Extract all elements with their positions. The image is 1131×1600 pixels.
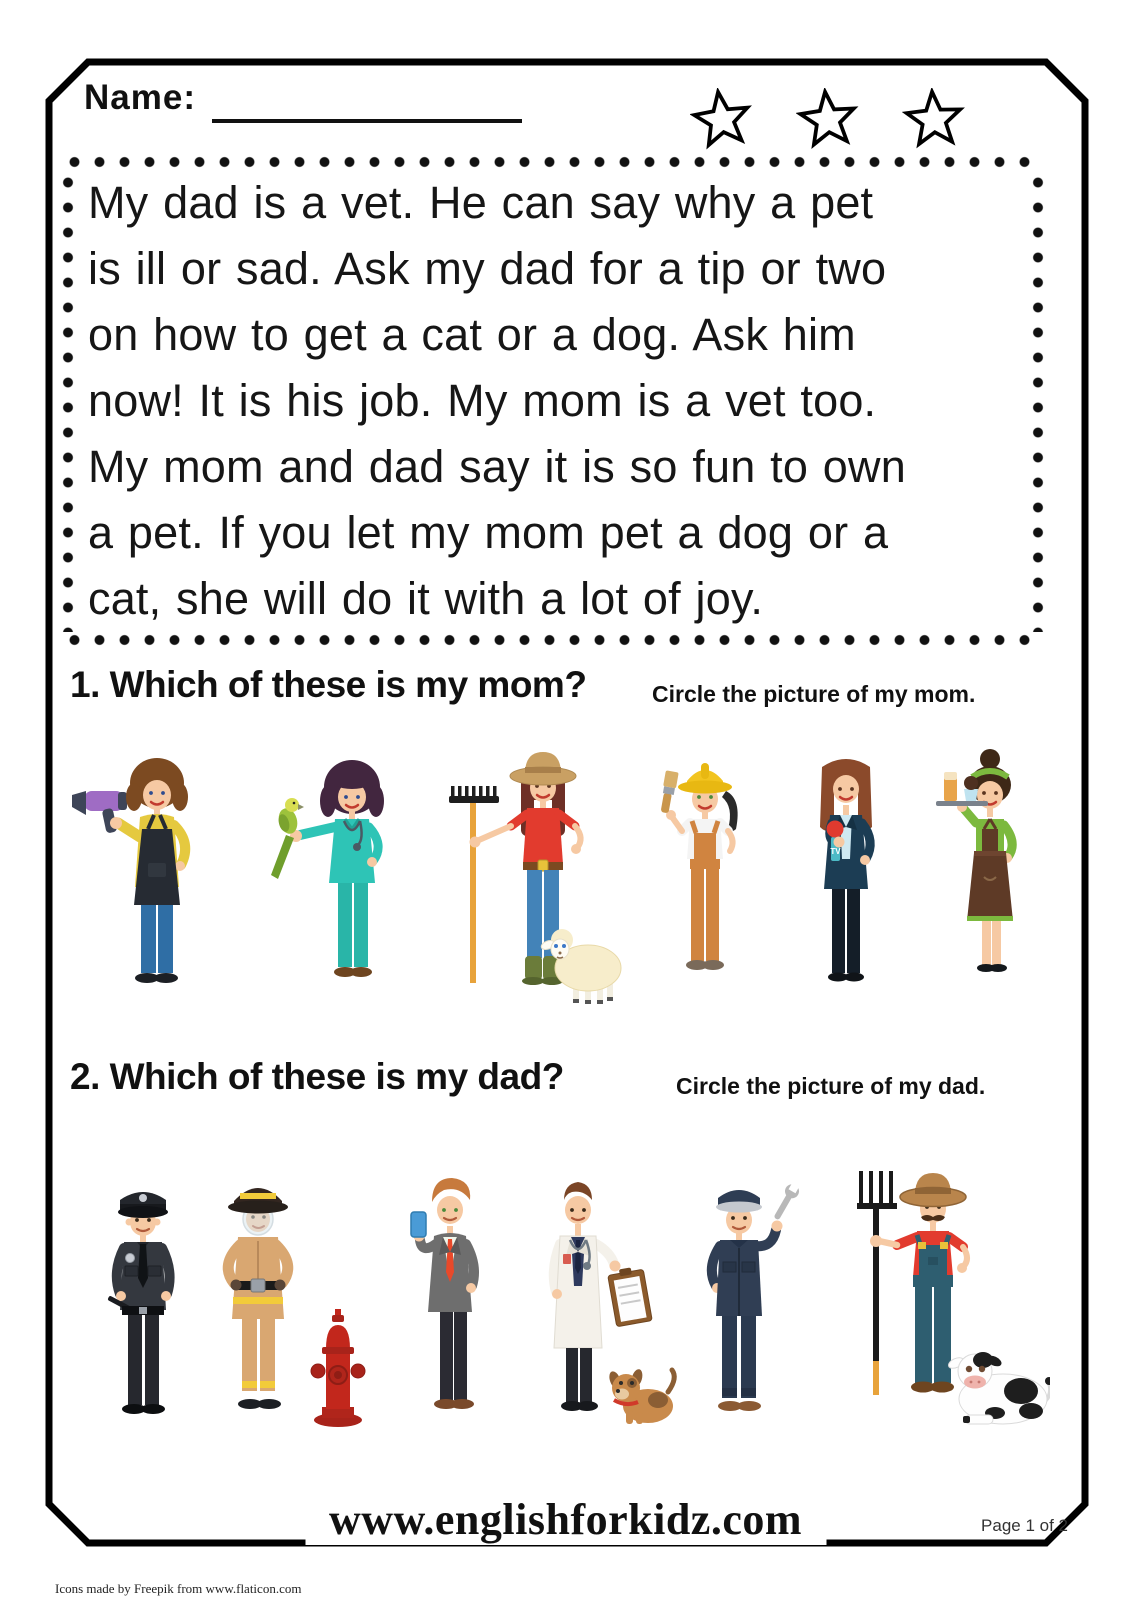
name-blank-line[interactable] — [212, 119, 522, 123]
website-label: www.englishforkidz.com — [305, 1494, 826, 1545]
page-indicator: Page 1 of 2 — [981, 1516, 1068, 1535]
passage-line: My mom and dad say it is so fun to own — [88, 441, 906, 492]
option-farmer-man[interactable] — [825, 1155, 1050, 1440]
farmer-man-with-cow-icon — [825, 1155, 1050, 1440]
star-icon — [690, 88, 754, 152]
option-tv-reporter-woman[interactable] — [778, 737, 913, 1010]
doctor-with-dog-icon — [508, 1160, 683, 1440]
question-1-instruction: Circle the picture of my mom. — [652, 681, 976, 707]
passage-line: now! It is his job. My mom is a vet too. — [88, 375, 877, 426]
passage-box-border-bottom — [62, 634, 1044, 646]
passage-line: is ill or sad. Ask my dad for a tip or two — [88, 243, 887, 294]
option-construction-worker-woman[interactable] — [630, 737, 780, 1010]
mechanic-with-wrench-icon — [664, 1160, 814, 1440]
option-mechanic[interactable] — [664, 1160, 814, 1440]
option-firefighter[interactable] — [188, 1157, 373, 1437]
reading-passage — [88, 170, 1033, 632]
passage-box-border-top — [62, 156, 1044, 168]
question-1-title: 1. Which of these is my mom? — [70, 664, 587, 705]
businessman-with-phone-icon — [382, 1160, 517, 1440]
passage-box-border-left — [62, 170, 74, 632]
tv-mic-label: TV — [830, 847, 841, 856]
attribution-credit: Icons made by Freepik from www.flaticon.com — [55, 1581, 302, 1596]
option-doctor[interactable] — [508, 1160, 683, 1440]
passage-line: My dad is a vet. He can say why a pet — [88, 177, 874, 228]
star-icon — [796, 88, 860, 152]
hairdresser-woman-icon — [62, 735, 232, 1010]
construction-worker-woman-icon — [630, 737, 780, 1010]
star-rating-row — [690, 88, 966, 152]
option-barista-woman[interactable] — [918, 737, 1058, 1010]
passage-line: a pet. If you let my mom pet a dog or a — [88, 507, 889, 558]
tv-reporter-woman-icon — [778, 737, 913, 1010]
option-businessman[interactable] — [382, 1160, 517, 1440]
option-veterinarian-woman[interactable] — [240, 735, 415, 1010]
option-hairdresser-woman[interactable] — [62, 735, 232, 1010]
question-2-title: 2. Which of these is my dad? — [70, 1056, 564, 1097]
name-label: Name: — [84, 78, 196, 117]
star-icon — [902, 88, 966, 152]
question-2-instruction: Circle the picture of my dad. — [676, 1073, 986, 1099]
option-farmer-woman[interactable] — [435, 730, 625, 1015]
veterinarian-woman-with-parrot-icon — [240, 735, 415, 1010]
firefighter-with-hydrant-icon — [188, 1157, 373, 1437]
barista-woman-icon — [918, 737, 1058, 1010]
passage-line: cat, she will do it with a lot of joy. — [88, 573, 764, 624]
passage-box-border-right — [1032, 170, 1044, 632]
farmer-woman-with-sheep-icon — [435, 730, 625, 1015]
passage-line: on how to get a cat or a dog. Ask him — [88, 309, 856, 360]
